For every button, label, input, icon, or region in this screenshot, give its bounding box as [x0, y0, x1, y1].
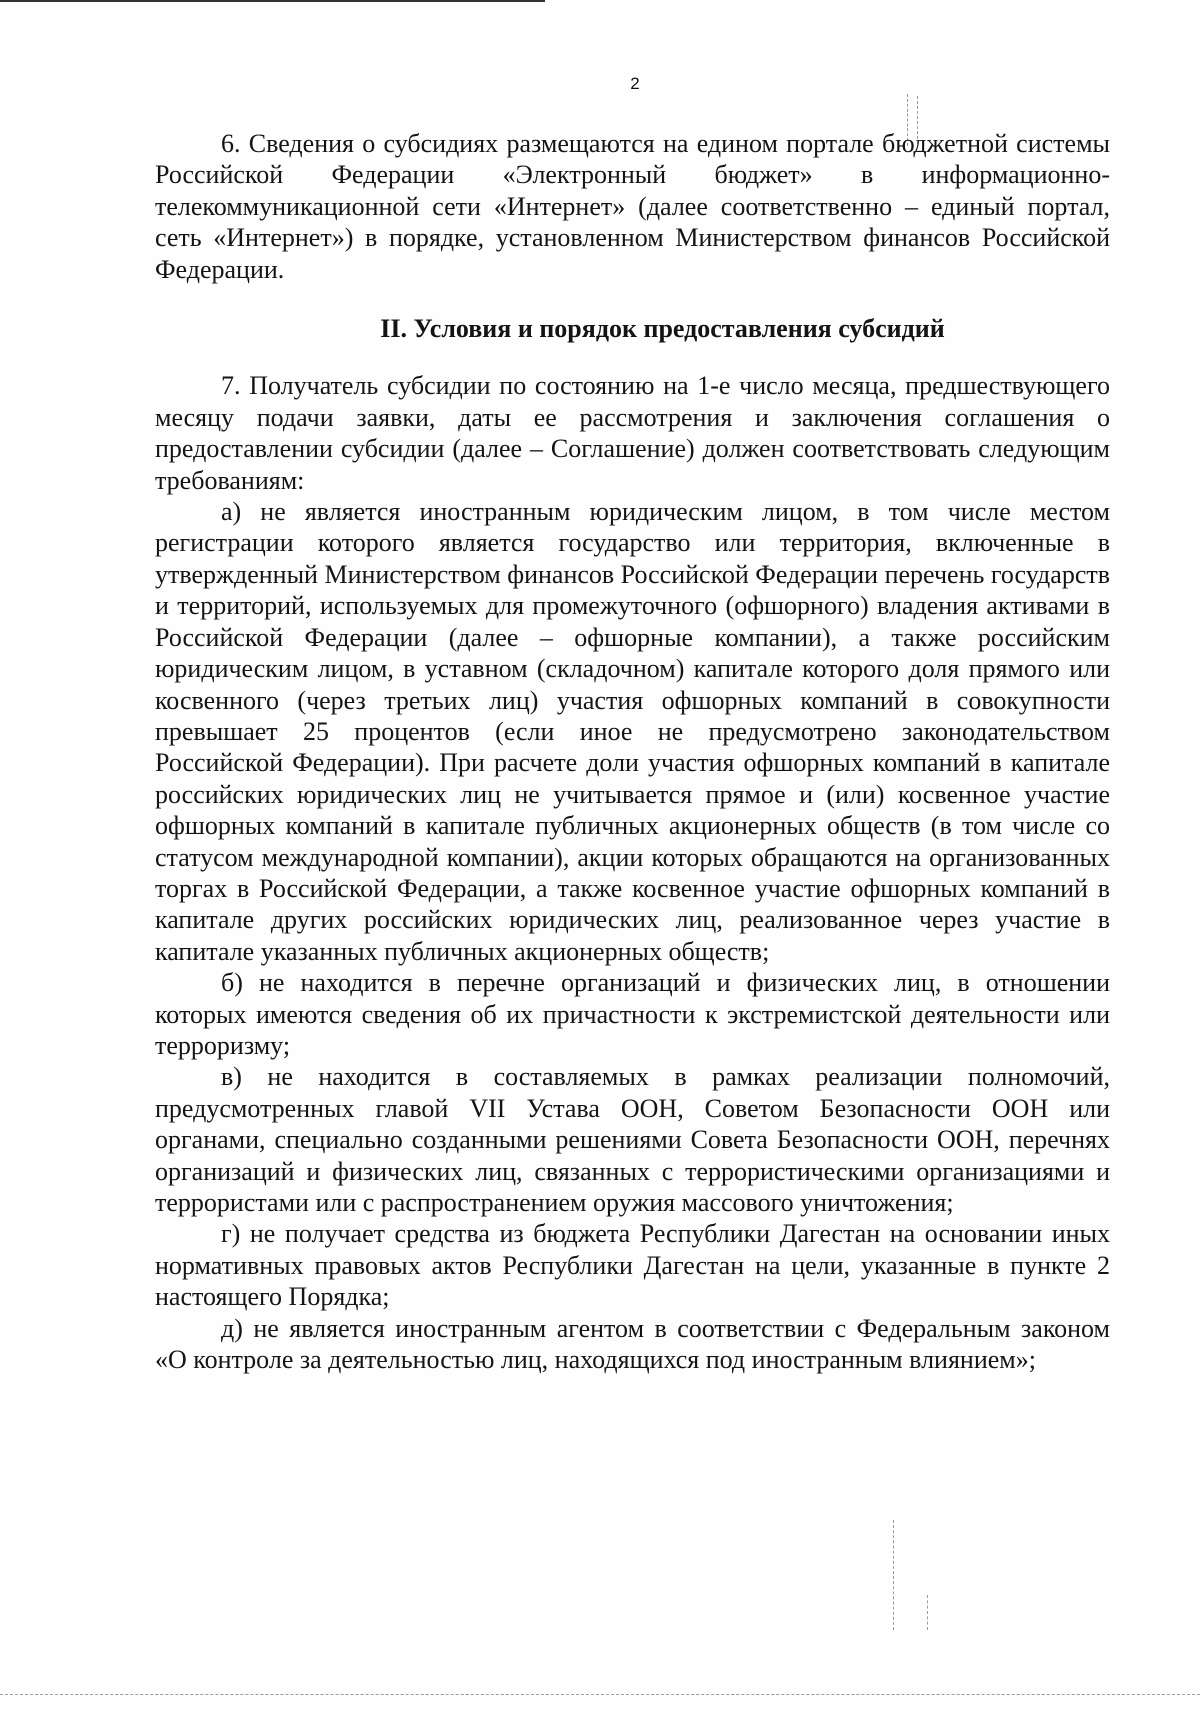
scan-edge-top: [0, 0, 545, 2]
list-item-a: а) не является иностранным юридическим лицом, в том числе местом регистрации которого является государство или территория, включенные в утвержденный Министерством финансов Российской Федерации перечень государств и территорий, используемых для промежуточного (офшорного) владения активами в Российской Федерации (далее – офшорные компании), а также российским юридическим лицом, в уставном (складочном) капитале которого доля прямого или косвенного (через третьих лиц) участия офшорных компаний в совокупности превышает 25 процентов (если иное не предусмотрено законодательством Российской Федерации). При расчете доли участия офшорных компаний в капитале российских юридических лиц не учитывается прямое и (или) косвенное участие офшорных компаний в капитале публичных акционерных обществ (в том числе со статусом международной компании), акции которых обращаются на организованных торгах в Российской Федерации, а также косвенное участие офшорных компаний в капитале других российских юридических лиц, реализованное через участие в капитале указанных публичных акционерных обществ;: [155, 497, 1111, 966]
document-body: [155, 128, 1110, 1375]
list-item-g: г) не получает средства из бюджета Республики Дагестан на основании иных нормативных правовых актов Республики Дагестан на цели, указанные в пункте 2 настоящего Порядка;: [155, 1219, 1110, 1312]
scan-edge-bottom: [0, 1694, 1200, 1695]
list-item-d: д) не является иностранным агентом в соответствии с Федеральным законом «О контроле за деятельностью лиц, находящихся под иностранным влиянием»;: [155, 1313, 1110, 1375]
scan-margin-mark: [893, 1520, 894, 1630]
section-heading: II. Условия и порядок предоставления субсидий: [380, 314, 945, 344]
paragraph-7: 7. Получатель субсидии по состоянию на 1-е число месяца, предшествующего месяцу подачи заявки, даты ее рассмотрения и заключения соглашения о предоставлении субсидии (далее – Соглашение) должен соответствовать следующим требованиям:: [155, 371, 1110, 495]
paragraph-6: 6. Сведения о субсидиях размещаются на едином портале бюджетной системы Российской Федерации «Электронный бюджет» в информационно-телекоммуникационной сети «Интернет» (далее соответственно – единый портал, сеть «Интернет») в порядке, установленном Министерством финансов Российской Федерации.: [155, 129, 1110, 284]
scan-margin-mark: [927, 1595, 928, 1630]
list-item-b: б) не находится в перечне организаций и физических лиц, в отношении которых имеются сведения об их причастности к экстремистской деятельности или терроризму;: [155, 968, 1110, 1060]
page-number: 2: [630, 74, 640, 93]
list-item-v: в) не находится в составляемых в рамках реализации полномочий, предусмотренных главой VII Устава ООН, Советом Безопасности ООН или органами, специально созданными решениями Совета Безопасности ООН, перечнях организаций и физических лиц, связанных с террористическими организациями и террористами или с распространением оружия массового уничтожения;: [155, 1062, 1110, 1217]
